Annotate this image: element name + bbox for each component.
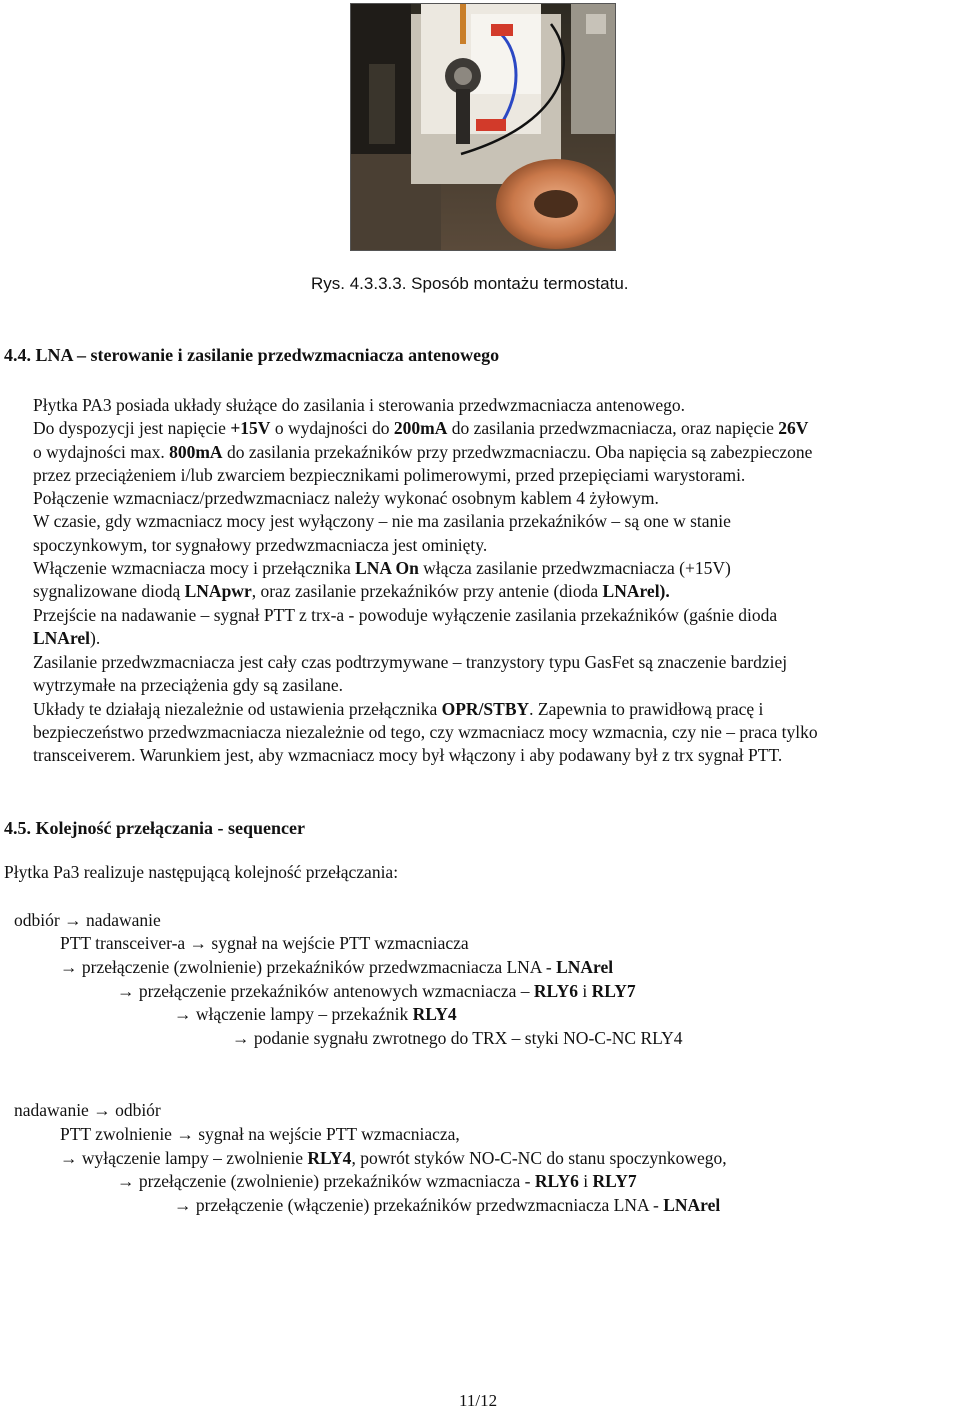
section-4-5-heading: 4.5. Kolejność przełączania - sequencer: [4, 818, 305, 838]
tx-to-rx-step: → przełączenie (zwolnienie) przekaźników wzmacniacza - RLY6 i RLY7: [117, 1171, 637, 1191]
rx-to-tx-step: → podanie sygnału zwrotnego do TRX – styki NO-C-NC RLY4: [232, 1028, 683, 1048]
paragraph-line: Przejście na nadawanie – sygnał PTT z trx-a - powoduje wyłączenie zasilania przekaźników (gaśnie dioda: [33, 605, 778, 625]
paragraph-line: transceiverem. Warunkiem jest, aby wzmacniacz mocy był włączony i aby podawany był z trx sygnał PTT.: [33, 745, 783, 765]
tx-to-rx-step: → wyłączenie lampy – zwolnienie RLY4, powrót styków NO-C-NC do stanu spoczynkowego,: [60, 1148, 727, 1168]
paragraph-line: LNArel).: [33, 628, 101, 648]
rx-to-tx-step: → przełączenie przekaźników antenowych wzmacniacza – RLY6 i RLY7: [117, 981, 636, 1001]
rx-to-tx-step: → włączenie lampy – przekaźnik RLY4: [174, 1004, 457, 1024]
paragraph-line: Połączenie wzmacniacz/przedwzmacniacz należy wykonać osobnym kablem 4 żyłowym.: [33, 488, 659, 508]
section-4-4-heading: 4.4. LNA – sterowanie i zasilanie przedwzmacniacza antenowego: [4, 345, 500, 365]
paragraph-line: Zasilanie przedwzmacniacza jest cały czas podtrzymywane – tranzystory typu GasFet są znaczenie bardziej: [33, 652, 788, 672]
rx-to-tx-step: → przełączenie (zwolnienie) przekaźników przedwzmacniacza LNA - LNArel: [60, 957, 614, 977]
sequencer-intro: Płytka Pa3 realizuje następującą kolejność przełączania:: [4, 862, 399, 882]
paragraph-line: spoczynkowym, tor sygnałowy przedwzmacniacza jest ominięty.: [33, 535, 488, 555]
paragraph-line: Włączenie wzmacniacza mocy i przełącznika LNA On włącza zasilanie przedwzmacniacza (+15V): [33, 558, 731, 578]
tx-to-rx-step: → przełączenie (włączenie) przekaźników przedwzmacniacza LNA - LNArel: [174, 1195, 721, 1215]
paragraph-line: Płytka PA3 posiada układy służące do zasilania i sterowania przedwzmacniacza antenowego.: [33, 395, 685, 415]
page-number: 11/12: [459, 1391, 498, 1410]
paragraph-line: sygnalizowane diodą LNApwr, oraz zasilanie przekaźników przy antenie (dioda LNArel).: [33, 581, 670, 601]
rx-to-tx-title: odbiór → nadawanie: [14, 910, 161, 930]
paragraph-line: wytrzymałe na przeciążenia gdy są zasilane.: [33, 675, 343, 695]
thermostat-mounting-photo: [350, 3, 616, 251]
tx-to-rx-step: PTT zwolnienie → sygnał na wejście PTT wzmacniacza,: [60, 1124, 460, 1144]
paragraph-line: bezpieczeństwo przedwzmacniacza niezależnie od tego, czy wzmacniacz mocy wzmacnia, czy nie – praca tylko: [33, 722, 818, 742]
rx-to-tx-step: PTT transceiver-a → sygnał na wejście PTT wzmacniacza: [60, 933, 469, 953]
figure-caption: Rys. 4.3.3.3. Sposób montażu termostatu.: [311, 274, 629, 293]
tx-to-rx-title: nadawanie → odbiór: [14, 1100, 161, 1120]
paragraph-line: Układy te działają niezależnie od ustawienia przełącznika OPR/STBY. Zapewnia to prawidłową pracę i: [33, 699, 764, 719]
paragraph-line: przez przeciążeniem i/lub zwarciem bezpiecznikami polimerowymi, przed przepięciami warystorami.: [33, 465, 746, 485]
paragraph-line: W czasie, gdy wzmacniacz mocy jest wyłączony – nie ma zasilania przekaźników – są one w stanie: [33, 511, 731, 531]
paragraph-line: o wydajności max. 800mA do zasilania przekaźników przy przedwzmacniaczu. Oba napięcia są zabezpieczone: [33, 442, 813, 462]
paragraph-line: Do dyspozycji jest napięcie +15V o wydajności do 200mA do zasilania przedwzmacniacza, oraz napięcie 26V: [33, 418, 809, 438]
